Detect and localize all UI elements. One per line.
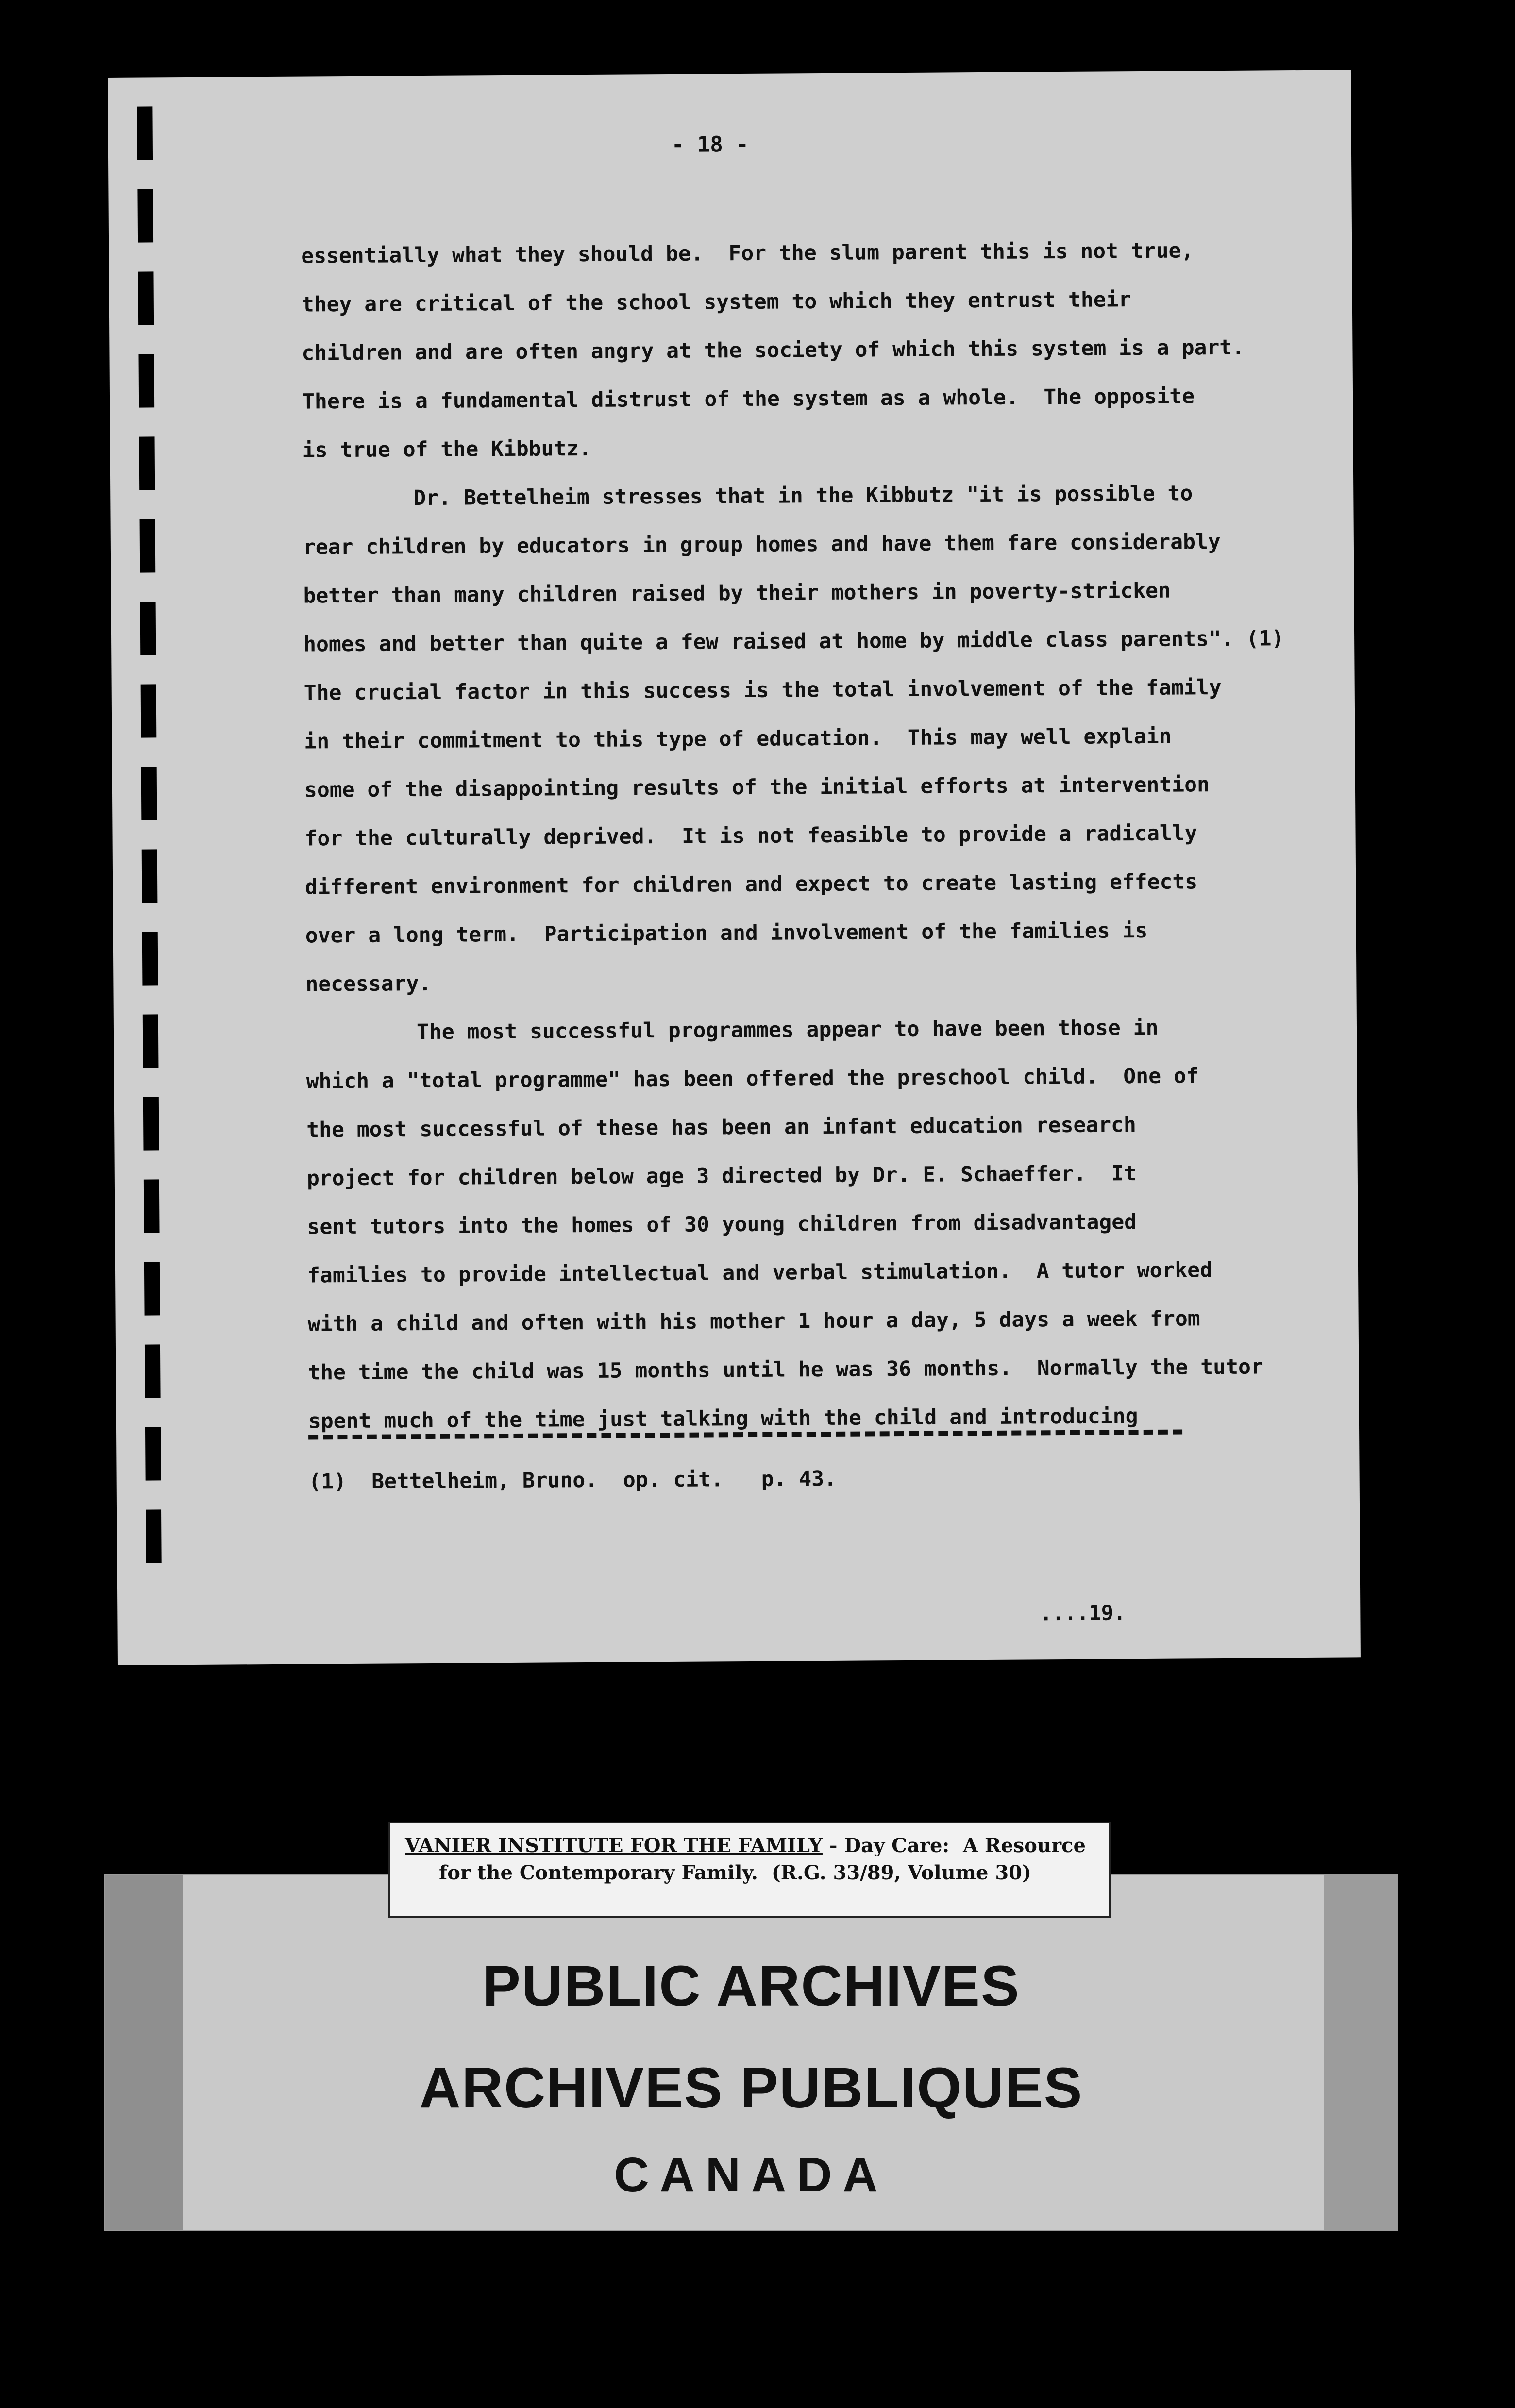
text-line: which a "total programme" has been offered the preschool child. One of bbox=[306, 1064, 1199, 1094]
archives-name-french: ARCHIVES PUBLIQUES bbox=[419, 2056, 1083, 2120]
page-number: - 18 - bbox=[671, 132, 749, 157]
text-line: There is a fundamental distrust of the system as a whole. The opposite bbox=[302, 384, 1195, 414]
binder-hole bbox=[141, 767, 157, 820]
binder-hole bbox=[145, 1427, 161, 1480]
binder-hole bbox=[137, 189, 153, 242]
archive-card bbox=[104, 1874, 1398, 2231]
footnote: (1) Bettelheim, Bruno. op. cit. p. 43. bbox=[308, 1466, 837, 1494]
text-line: Dr. Bettelheim stresses that in the Kibbutz "it is possible to bbox=[413, 481, 1193, 511]
label-title-part2: for the Contemporary Family. (R.G. 33/89, Volume 30) bbox=[439, 1861, 1031, 1884]
binder-hole bbox=[144, 1179, 160, 1233]
text-line: is true of the Kibbutz. bbox=[302, 436, 592, 463]
text-line: rear children by educators in group homes and have them fare considerably bbox=[303, 530, 1221, 560]
text-line: The crucial factor in this success is the total involvement of the family bbox=[303, 675, 1222, 705]
text-line: children and are often angry at the society of which this system is a part. bbox=[302, 335, 1245, 366]
continuation-marker: ....19. bbox=[1040, 1601, 1126, 1625]
binder-hole bbox=[138, 354, 154, 407]
text-line: different environment for children and expect to create lasting effects bbox=[305, 870, 1198, 900]
label-line-1 bbox=[405, 1834, 1086, 1857]
text-line: project for children below age 3 directed by Dr. E. Schaeffer. It bbox=[306, 1161, 1137, 1191]
binder-hole bbox=[140, 519, 156, 572]
binder-hole bbox=[145, 1344, 161, 1398]
text-line: for the culturally deprived. It is not feasible to provide a radically bbox=[304, 821, 1197, 851]
binder-hole bbox=[141, 684, 157, 737]
text-line: sent tutors into the homes of 30 young children from disadvantaged bbox=[307, 1210, 1137, 1239]
text-line: homes and better than quite a few raised at home by middle class parents". (1) bbox=[303, 626, 1284, 657]
binder-hole bbox=[138, 271, 154, 325]
collection-label-slip bbox=[388, 1822, 1111, 1918]
text-line: the most successful of these has been an infant education research bbox=[306, 1113, 1136, 1142]
archives-name-english: PUBLIC ARCHIVES bbox=[482, 1954, 1020, 2018]
text-line: spent much of the time just talking with the child and introducing bbox=[308, 1404, 1138, 1434]
text-line: necessary. bbox=[305, 971, 432, 997]
text-line: the time the child was 15 months until he was 36 months. Normally the tutor bbox=[308, 1354, 1263, 1385]
label-organization: VANIER INSTITUTE FOR THE FAMILY bbox=[405, 1834, 823, 1857]
typed-page bbox=[108, 70, 1361, 1665]
text-line: over a long term. Participation and involvement of the families is bbox=[305, 918, 1148, 948]
binder-hole bbox=[146, 1509, 162, 1563]
binder-hole bbox=[144, 1262, 160, 1315]
text-line: better than many children raised by their mothers in poverty-stricken bbox=[303, 578, 1171, 608]
text-line: in their commitment to this type of education. This may well explain bbox=[304, 724, 1172, 754]
text-line: with a child and often with his mother 1 hour a day, 5 days a week from bbox=[307, 1306, 1200, 1337]
binder-hole bbox=[137, 106, 153, 160]
binder-hole bbox=[142, 932, 158, 985]
text-line: The most successful programmes appear to have been those in bbox=[416, 1015, 1159, 1045]
binder-hole bbox=[140, 602, 156, 655]
label-title-part1: - Day Care: A Resource bbox=[822, 1834, 1086, 1857]
text-line: they are critical of the school system to which they entrust their bbox=[301, 287, 1131, 317]
text-line: essentially what they should be. For the slum parent this is not true, bbox=[301, 238, 1194, 268]
body-text bbox=[301, 226, 1318, 1446]
binder-hole bbox=[139, 436, 155, 490]
archives-country: CANADA bbox=[614, 2148, 889, 2202]
binder-hole bbox=[142, 849, 158, 903]
binder-hole bbox=[143, 1097, 159, 1150]
text-line: some of the disappointing results of the initial efforts at intervention bbox=[304, 772, 1210, 803]
binder-hole bbox=[143, 1014, 159, 1068]
text-line: families to provide intellectual and verbal stimulation. A tutor worked bbox=[307, 1258, 1213, 1288]
